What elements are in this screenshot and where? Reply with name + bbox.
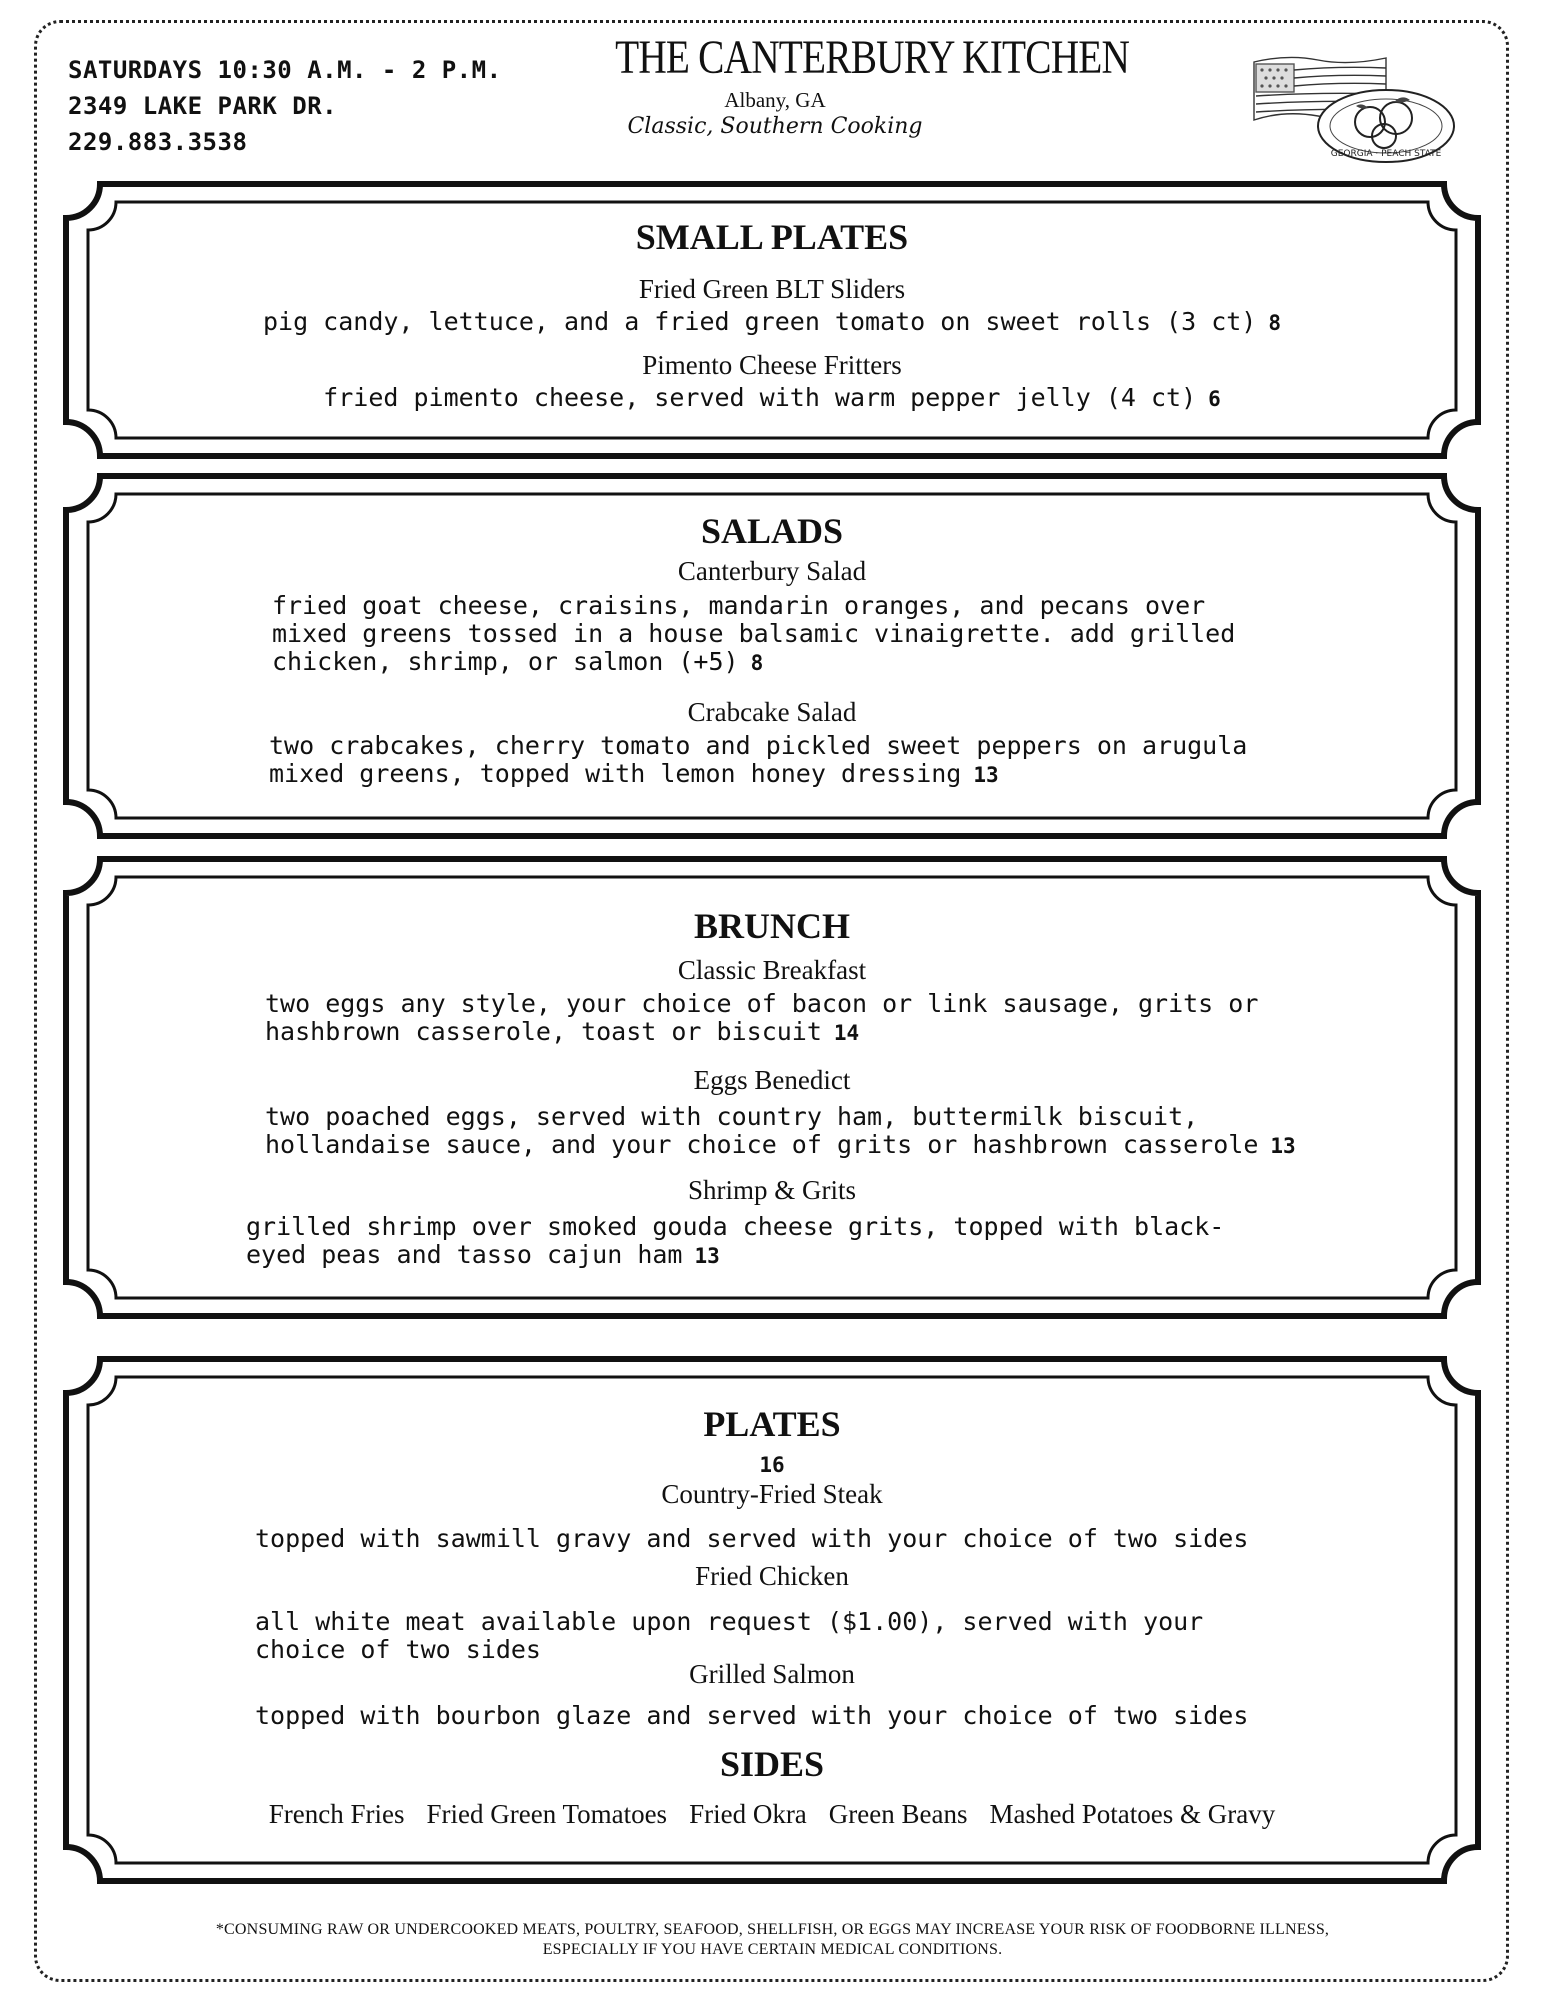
salads-section (62, 472, 1482, 840)
desc-line: choice of two sides (255, 1635, 541, 1664)
item-name: Country-Fried Steak (661, 1479, 883, 1509)
item-description (255, 1702, 1248, 1730)
item-description (269, 732, 1247, 789)
item-desc-text: pig candy, lettuce, and a fried green tomato on sweet rolls (3 ct) (262, 307, 1257, 336)
food-safety-disclaimer (80, 1920, 1465, 1960)
desc-line: topped with bourbon glaze and served with your choice of two sides (255, 1701, 1249, 1730)
item-price: 14 (833, 1021, 860, 1045)
item-description (255, 1525, 1248, 1553)
phone-text: 229.883.3538 (68, 128, 248, 156)
side-item: Fried Green Tomatoes (426, 1799, 668, 1829)
item-name: Eggs Benedict (693, 1065, 851, 1095)
disclaimer-line: *CONSUMING RAW OR UNDERCOOKED MEATS, POULTRY, SEAFOOD, SHELLFISH, OR EGGS MAY INCREASE YOUR RISK OF FOODBORNE ILLNESS, (215, 1921, 1330, 1938)
georgia-peach-seal-icon (1248, 48, 1458, 168)
item-price: 8 (750, 651, 764, 675)
item-description (265, 1103, 1296, 1160)
item-name: Grilled Salmon (689, 1659, 855, 1689)
item-name: Canterbury Salad (677, 556, 867, 586)
desc-line: hollandaise sauce, and your choice of grits or hashbrown casserole (265, 1130, 1259, 1159)
section-title: SALADS (700, 511, 844, 551)
section-title: PLATES (703, 1404, 841, 1444)
desc-line: fried goat cheese, craisins, mandarin oranges, and pecans over (272, 591, 1206, 620)
item-name: Pimento Cheese Fritters (642, 350, 902, 380)
desc-line: two eggs any style, your choice of bacon or link sausage, grits or (265, 989, 1259, 1018)
logo-tagline: Classic, Southern Cooking (627, 114, 923, 139)
desc-line: mixed greens, topped with lemon honey dressing (269, 759, 962, 788)
restaurant-logo (580, 28, 1130, 142)
logo-name: THE CANTERBURY KITCHEN (615, 31, 1130, 84)
section-title: SMALL PLATES (635, 217, 909, 257)
disclaimer-line: ESPECIALLY IF YOU HAVE CERTAIN MEDICAL CONDITIONS. (542, 1941, 1003, 1958)
desc-line: chicken, shrimp, or salmon (+5) (272, 647, 739, 676)
item-price: 13 (973, 763, 999, 787)
desc-line: two crabcakes, cherry tomato and pickled sweet peppers on arugula (269, 731, 1248, 760)
sides-list (62, 1799, 1482, 1830)
item-name: Fried Green BLT Sliders (638, 274, 906, 304)
desc-line: mixed greens tossed in a house balsamic vinaigrette. add grilled (272, 619, 1236, 648)
section-title: BRUNCH (693, 906, 850, 946)
item-description (62, 308, 1482, 337)
hours-text: SATURDAYS 10:30 A.M. - 2 P.M. (68, 56, 502, 84)
item-description (246, 1213, 1224, 1270)
side-item: Fried Okra (689, 1799, 807, 1829)
item-name: Crabcake Salad (687, 697, 857, 727)
brunch-section (62, 855, 1482, 1320)
desc-line: two poached eggs, served with country ham, buttermilk biscuit, (265, 1102, 1199, 1131)
item-price: 6 (1208, 387, 1221, 411)
item-name: Classic Breakfast (677, 955, 867, 985)
item-price: 13 (1270, 1134, 1296, 1158)
desc-line: topped with sawmill gravy and served with your choice of two sides (255, 1524, 1249, 1553)
logo-location: Albany, GA (724, 88, 826, 112)
side-item: Green Beans (828, 1799, 968, 1829)
side-item: Mashed Potatoes & Gravy (989, 1799, 1276, 1829)
item-description (272, 592, 1235, 677)
item-description (62, 384, 1482, 413)
side-item: French Fries (268, 1799, 405, 1829)
plates-section (62, 1355, 1482, 1885)
address-text: 2349 LAKE PARK DR. (68, 92, 338, 120)
item-desc-text: fried pimento cheese, served with warm pepper jelly (4 ct) (323, 383, 1197, 412)
item-description (265, 990, 1258, 1047)
item-price: 13 (694, 1244, 720, 1268)
desc-line: eyed peas and tasso cajun ham (246, 1240, 683, 1269)
seal-text: GEORGIA · PEACH STATE (1330, 149, 1442, 159)
item-price: 8 (1268, 311, 1282, 335)
item-name: Shrimp & Grits (687, 1175, 856, 1205)
item-name: Fried Chicken (695, 1561, 849, 1591)
desc-line: hashbrown casserole, toast or biscuit (265, 1017, 822, 1046)
restaurant-info (68, 52, 502, 160)
item-description (255, 1608, 1203, 1664)
plates-price: 16 (759, 1453, 785, 1477)
desc-line: all white meat available upon request ($1.00), served with your (255, 1607, 1204, 1636)
desc-line: grilled shrimp over smoked gouda cheese grits, topped with black- (246, 1212, 1225, 1241)
small-plates-section (62, 180, 1482, 460)
sides-title: SIDES (719, 1744, 825, 1784)
